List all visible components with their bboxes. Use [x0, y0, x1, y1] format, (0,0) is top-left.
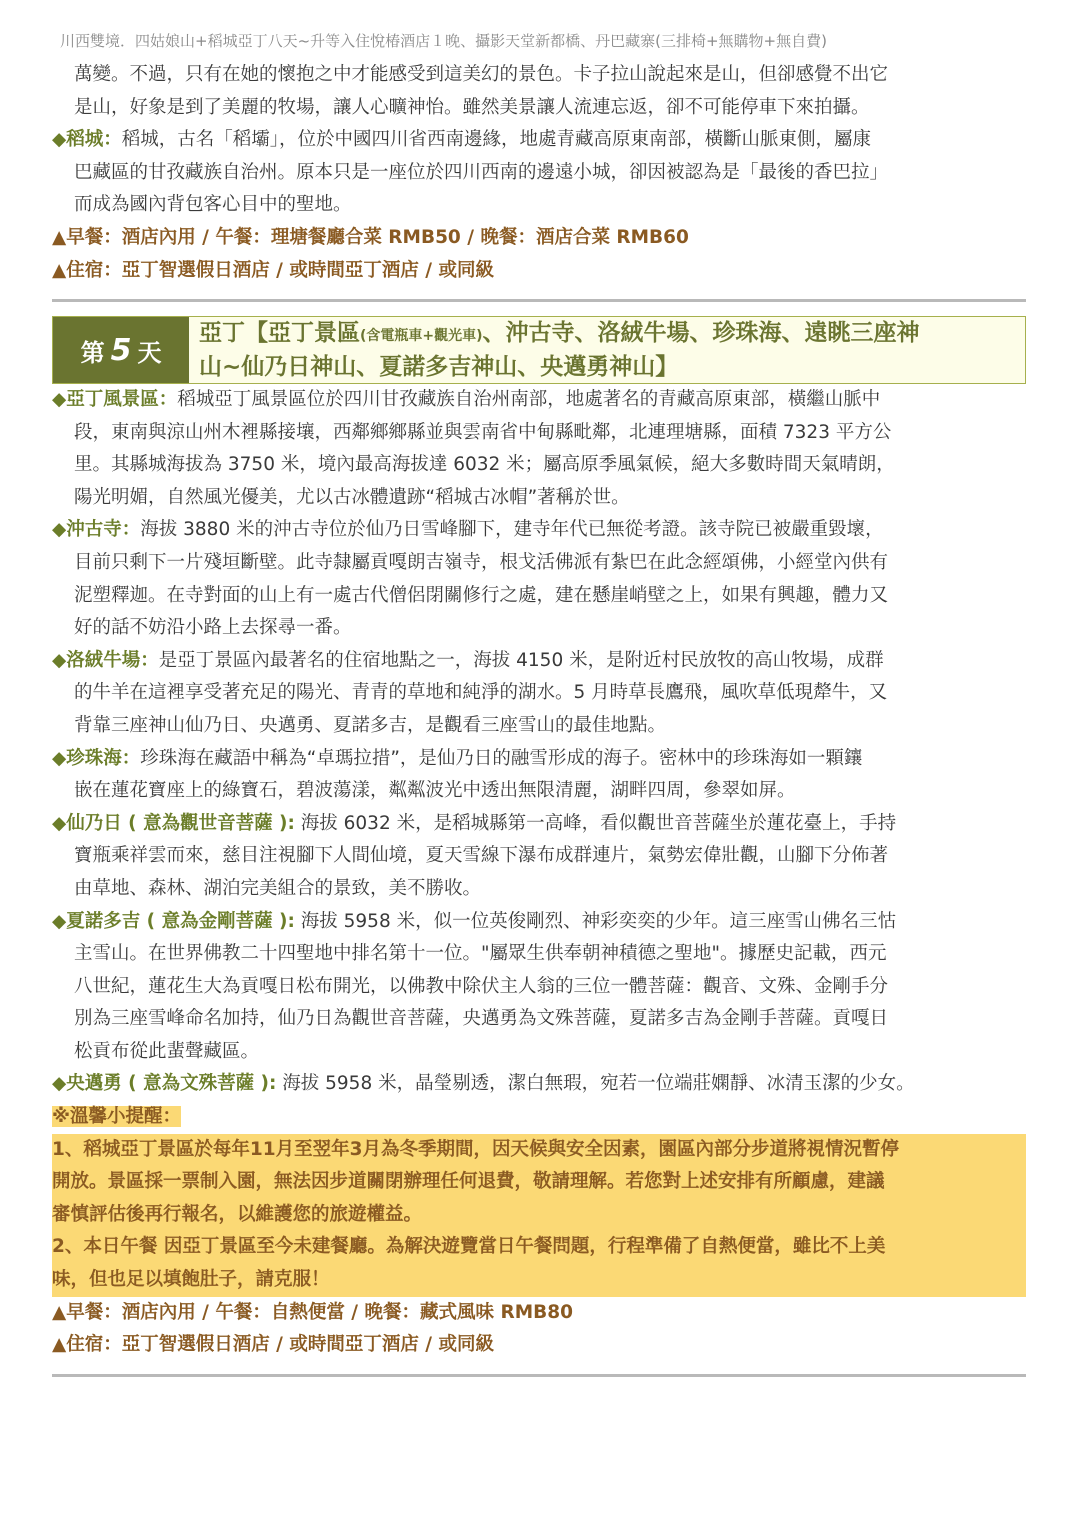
section-text: 珍珠海在藏語中稱為“卓瑪拉措”，是仙乃日的融雪形成的海子。密林中的珍珠海如一顆鑲 — [140, 747, 863, 769]
section-text: 陽光明媚，自然風光優美，尤以古冰體遺跡“稻城古冰帽”著稱於世。 — [74, 486, 630, 508]
section-text: 海拔 3880 米的沖古寺位於仙乃日雪峰腳下，建寺年代已無從考證。該寺院已被嚴重毀壞， — [140, 519, 884, 541]
section-text: 海拔 5958 米，似一位英俊剛烈、神彩奕奕的少年。這三座雪山佛名三怙 — [294, 910, 897, 932]
section-text: 的牛羊在這裡享受著充足的陽光、青青的草地和純淨的湖水。5 月時草長鷹飛，風吹草低現犛牛，又 — [74, 682, 888, 704]
diamond-bullet-icon: ◆ — [52, 389, 67, 410]
section-head: 珍珠海： — [66, 747, 141, 769]
day-title-part: 、沖古寺、洛絨牛場、珍珠海、遠眺三座神 — [482, 320, 920, 346]
day-title-note: (含電瓶車+觀光車) — [360, 328, 483, 344]
diamond-bullet-icon: ◆ — [52, 519, 67, 541]
sections-block — [52, 384, 1026, 1362]
running-header: 川西雙境．四姑娘山+稻城亞丁八天~升等入住悅椿酒店１晚、攝影天堂新都橋、丹巴藏寨(三排椅+無購物+無自費) — [60, 32, 827, 50]
meals-line: ▲早餐：酒店內用 / 午餐：自熱便當 / 晚餐：藏式風味 RMB80 — [52, 1301, 573, 1323]
section-text: 八世紀，蓮花生大為貢嘎日松布開光，以佛教中除伏主人翁的三位一體菩薩：觀音、文殊、金剛手分 — [74, 975, 889, 997]
hotel-line: ▲住宿：亞丁智選假日酒店 / 或時間亞丁酒店 / 或同級 — [52, 1334, 495, 1356]
section-text: 巴藏區的甘孜藏族自治州。原本只是一座位於四川西南的邊遠小城，卻因被認為是「最後的香巴拉」 — [74, 161, 889, 183]
section-head: 仙乃日 ( 意為觀世音菩薩 ): — [66, 812, 295, 834]
day-title-part: 亞丁【亞丁景區 — [199, 320, 360, 346]
diamond-bullet-icon: ◆ — [52, 1073, 67, 1095]
section-text: 好的話不妨沿小路上去探尋一番。 — [74, 617, 352, 639]
section-text: 目前只剩下一片殘垣斷壁。此寺隸屬貢嘎朗吉嶺寺，根戈活佛派有紮巴在此念經頌佛，小經堂內供有 — [74, 551, 889, 573]
section-text: 主雪山。在世界佛教二十四聖地中排名第十一位。"屬眾生供奉朝神積德之聖地"。據歷史記載，西元 — [74, 943, 887, 965]
section-text: 由草地、森林、湖泊完美組合的景致，美不勝收。 — [74, 877, 482, 899]
section-head: 洛絨牛場： — [66, 649, 159, 671]
tip-line: 味，但也足以填飽肚子，請克服！ — [52, 1269, 330, 1291]
section-head: 夏諾多吉 ( 意為金剛菩薩 ): — [66, 910, 295, 932]
day-label — [53, 317, 189, 383]
tips-box — [52, 1134, 1026, 1297]
section-text: 嵌在蓮花寶座上的綠寶石，碧波蕩漾，粼粼波光中透出無限清麗，湖畔四周，參翠如屏。 — [74, 780, 796, 802]
tip-line: 1、稻城亞丁景區於每年11月至翌年3月為冬季期間，因天候與安全因素，園區內部分步道將視情況暫停 — [52, 1138, 899, 1160]
section-head: 稻城： — [66, 129, 122, 151]
tip-line: 審慎評估後再行報名，以維護您的旅遊權益。 — [52, 1203, 423, 1225]
section-text: 段，東南與涼山州木裡縣接壤，西鄰鄉鄉縣並與雲南省中甸縣毗鄰，北連理塘縣，面積 7323 平方公 — [74, 421, 892, 443]
day-title-line2: 山~仙乃日神山、夏諾多吉神山、央邁勇神山】 — [199, 354, 679, 380]
meals-line: ▲早餐：酒店內用 / 午餐：理塘餐廳合菜 RMB50 / 晚餐：酒店合菜 RMB60 — [52, 226, 689, 248]
section-text: 海拔 5958 米，晶瑩剔透，潔白無瑕，宛若一位端莊嫻靜、冰清玉潔的少女。 — [276, 1073, 915, 1095]
diamond-bullet-icon: ◆ — [52, 129, 67, 151]
intro-line: 萬變。不過，只有在她的懷抱之中才能感受到這美幻的景色。卡子拉山說起來是山，但卻感覺不出它 — [74, 64, 889, 85]
diamond-bullet-icon: ◆ — [52, 812, 67, 834]
section-text: 是亞丁景區內最著名的住宿地點之一，海拔 4150 米，是附近村民放牧的高山牧場，成群 — [158, 649, 884, 671]
section-text: 松貢布從此蜚聲藏區。 — [74, 1040, 260, 1062]
day-header — [52, 316, 1026, 384]
diamond-bullet-icon: ◆ — [52, 910, 67, 932]
section-head: 沖古寺： — [66, 519, 141, 541]
section-text: 泥塑釋迦。在寺對面的山上有一處古代僧侶閉關修行之處，建在懸崖峭壁之上，如果有興趣，體力又 — [74, 584, 889, 606]
section-text: 別為三座雪峰命名加持，仙乃日為觀世音菩薩，央邁勇為文殊菩薩，夏諾多吉為金剛手菩薩。貢嘎日 — [74, 1008, 889, 1030]
diamond-bullet-icon: ◆ — [52, 747, 67, 769]
section-text: 海拔 6032 米，是稻城縣第一高峰，看似觀世音菩薩坐於蓮花臺上，手持 — [294, 812, 897, 834]
tips-title: ※溫馨小提醒： — [52, 1106, 181, 1128]
section-head: 亞丁風景區： — [66, 389, 178, 410]
day-label-suffix: 天 — [137, 338, 162, 367]
section-text: 里。其縣城海拔為 3750 米，境內最高海拔達 6032 米；屬高原季風氣候，絕大多數時間天氣晴朗， — [74, 454, 895, 476]
diamond-bullet-icon: ◆ — [52, 649, 67, 671]
day-number: 5 — [110, 332, 132, 368]
tip-line: 2、本日午餐 因亞丁景區至今未建餐廳。為解決遊覽當日午餐問題，行程準備了自熱便當，雖比不上美 — [52, 1236, 886, 1258]
section-text: 稻城亞丁風景區位於四川甘孜藏族自治州南部，地處著名的青藏高原東部，橫繼山脈中 — [177, 389, 881, 410]
hotel-line: ▲住宿：亞丁智選假日酒店 / 或時間亞丁酒店 / 或同級 — [52, 259, 495, 281]
section-text: 寶瓶乘祥雲而來，慈目注視腳下人間仙境，夏天雪線下瀑布成群連片，氣勢宏偉壯觀，山腳下分佈著 — [74, 845, 889, 867]
divider — [52, 299, 1026, 302]
section-head: 央邁勇 ( 意為文殊菩薩 ): — [66, 1073, 277, 1095]
section-text: 而成為國內背包客心目中的聖地。 — [74, 194, 352, 216]
day-title — [189, 317, 1025, 383]
divider — [52, 1374, 1026, 1377]
day-label-prefix: 第 — [80, 338, 105, 367]
section-text: 稻城，古名「稻壩」，位於中國四川省西南邊緣，地處青藏高原東南部，橫斷山脈東側，屬康 — [121, 129, 872, 151]
intro-block — [52, 59, 1026, 287]
intro-line: 是山，好象是到了美麗的牧場，讓人心曠神怡。雖然美景讓人流連忘返，卻不可能停車下來拍攝。 — [74, 96, 870, 118]
tip-line: 開放。景區採一票制入園，無法因步道關閉辦理任何退費，敬請理解。若您對上述安排有所顧慮，建議 — [52, 1171, 885, 1193]
section-text: 背靠三座神山仙乃日、央邁勇、夏諾多吉，是觀看三座雪山的最佳地點。 — [74, 714, 667, 736]
